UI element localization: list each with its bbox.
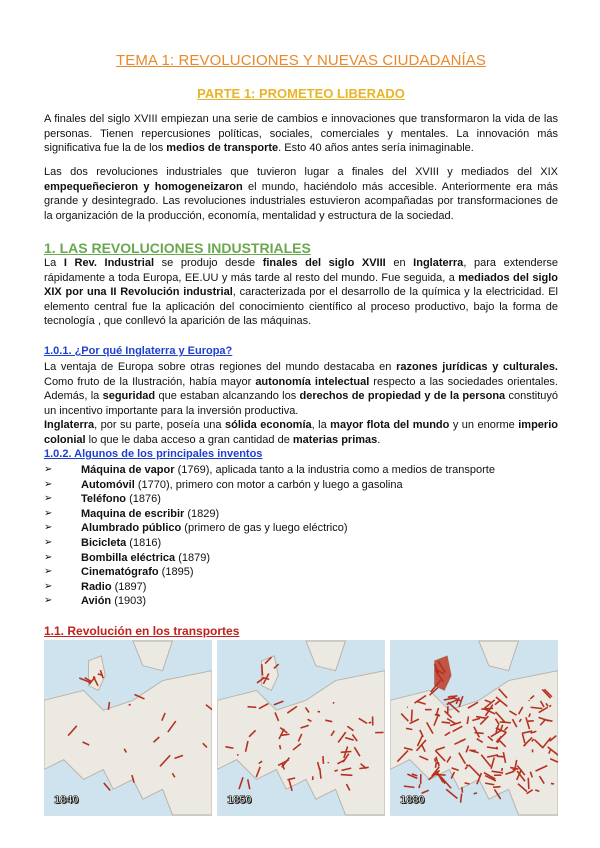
document-title: TEMA 1: REVOLUCIONES Y NUEVAS CIUDADANÍAS [115,52,487,69]
text: , caracterizada por el desarrollo de la química y la electricidad. El elemento central fue la aplicación del conocimiento científico al proceso productivo, bajo la forma de tecnología , que conllevó la aparición de las máquinas. [44,286,558,328]
arrow-bullet-icon: ➢ [44,551,53,563]
list-item [44,551,495,566]
map-year-label: 1880 [400,794,425,806]
text: respecto a las sociedades orientales. Además, la [44,375,558,403]
industrial-revolutions-paragraph [44,256,558,329]
arrow-bullet-icon: ➢ [44,536,53,548]
europe-map-image [390,640,558,816]
section-heading-transport: 1.1. Revolución en los transportes [44,624,240,638]
bold-text: medios de transporte [166,142,279,155]
list-item [44,594,495,609]
map-year-label: 1850 [227,794,252,806]
text: La ventaja de Europa sobre otras regiones del mundo destacaba en [44,361,397,373]
bold-text: I Rev. Industrial [63,257,155,269]
why-england-paragraph [44,360,558,418]
invention-detail: (1897) [111,580,147,593]
invention-name: Avión [81,595,112,608]
invention-detail: (1903) [111,595,147,608]
bold-text: seguridad [102,390,156,403]
list-item [44,463,495,478]
bold-text: Inglaterra [44,419,95,431]
arrow-bullet-icon: ➢ [44,580,53,592]
bold-text: derechos de propiedad y de la persona [299,390,506,403]
bold-text: sólida economía [225,419,312,431]
text: se produjo desde [154,257,263,269]
list-item [44,521,495,536]
text: A finales del siglo XVIII empiezan una serie de cambios e innovaciones que transformaron la vida de las personas. Tienen repercusiones políticas, sociales, comerciales y mentales. La innovación más significativa fue la de los [44,113,558,155]
bold-text: razones jurídicas y culturales. [396,361,558,373]
text: que estaban alcanzando los [155,390,300,403]
bold-text: finales del siglo XVIII [262,257,386,269]
invention-detail: (primero de gas y luego eléctrico) [181,522,348,535]
text: . Esto 40 años antes sería inimaginable. [278,142,474,155]
list-item [44,565,495,580]
invention-name: Bombilla eléctrica [81,551,176,564]
arrow-bullet-icon: ➢ [44,522,53,534]
arrow-bullet-icon: ➢ [44,566,53,578]
list-item [44,507,495,522]
document-subtitle: PARTE 1: PROMETEO LIBERADO [197,86,405,101]
text: , por su parte, poseía una [94,419,226,431]
text: lo que le daba acceso a gran cantidad de [85,433,293,446]
bold-text: mediados del siglo XIX por una II Revolución industrial [44,271,558,299]
invention-name: Máquina de vapor [81,464,175,476]
text: y un enorme [449,419,519,431]
list-item [44,536,495,551]
text: el mundo, haciéndolo más accesible. Anteriormente era más grande y desintegrado. Las revoluciones industriales estuvieron acompañadas por transformaciones de la organización de la producción, economía, mentalidad y estructura de la sociedad. [44,180,558,222]
railway-map-1840 [44,640,212,816]
bold-text: Inglaterra [413,257,464,269]
invention-name: Automóvil [81,478,135,491]
list-item [44,478,495,493]
invention-name: Radio [81,580,112,593]
invention-detail: (1770), primero con motor a carbón y luego a gasolina [134,478,403,491]
subsection-heading-inventions: 1.0.2. Algunos de los principales inventos [44,448,263,460]
railway-map-1850 [217,640,385,816]
text: Las dos revoluciones industriales que tuvieron lugar a finales del XVIII y mediados del XIX [44,166,558,178]
text: Como fruto de la Ilustración, había mayor [44,375,256,388]
text: constituyó un incentivo importante para la inversión productiva. [44,390,558,417]
invention-name: Bicicleta [81,536,127,549]
invention-name: Alumbrado público [81,522,182,535]
invention-detail: (1829) [184,507,220,520]
subsection-heading-why-england: 1.0.1. ¿Por qué Inglaterra y Europa? [44,345,233,357]
railway-maps [44,640,558,816]
invention-detail: (1876) [126,493,161,506]
railway-map-1880 [390,640,558,816]
list-item [44,492,495,507]
bold-text: materias primas [292,433,378,446]
intro-paragraph-1 [44,112,558,156]
england-paragraph [44,418,558,447]
text: . [377,433,381,446]
invention-name: Maquina de escribir [81,507,185,520]
arrow-bullet-icon: ➢ [44,595,53,607]
invention-name: Teléfono [81,493,127,506]
invention-detail: (1816) [126,536,162,549]
europe-map-image [217,640,385,816]
arrow-bullet-icon: ➢ [44,478,53,490]
bold-text: empequeñecieron y homogeneizaron [44,180,243,193]
europe-map-image [44,640,212,816]
text: La [44,257,64,269]
arrow-bullet-icon: ➢ [44,464,53,475]
invention-detail: (1769), aplicada tanto a la industria como a medios de transporte [174,464,495,476]
map-year-label: 1840 [54,794,79,806]
list-item [44,580,495,595]
invention-detail: (1895) [158,566,194,579]
bold-text: autonomía intelectual [255,375,370,388]
bold-text: imperio colonial [44,419,558,446]
arrow-bullet-icon: ➢ [44,507,53,519]
intro-paragraph-2 [44,165,558,223]
text: , para extenderse rápidamente a toda Europa, EE.UU y más tarde al resto del mundo. Fue seguida, a [44,257,559,284]
section-heading-industrial-revolutions: 1. LAS REVOLUCIONES INDUSTRIALES [44,240,311,256]
text: , la [311,419,331,431]
invention-name: Cinematógrafo [81,566,159,579]
bold-text: mayor flota del mundo [330,419,450,431]
invention-detail: (1879) [175,551,211,564]
text: en [385,257,414,269]
arrow-bullet-icon: ➢ [44,493,53,505]
inventions-list [44,463,495,609]
